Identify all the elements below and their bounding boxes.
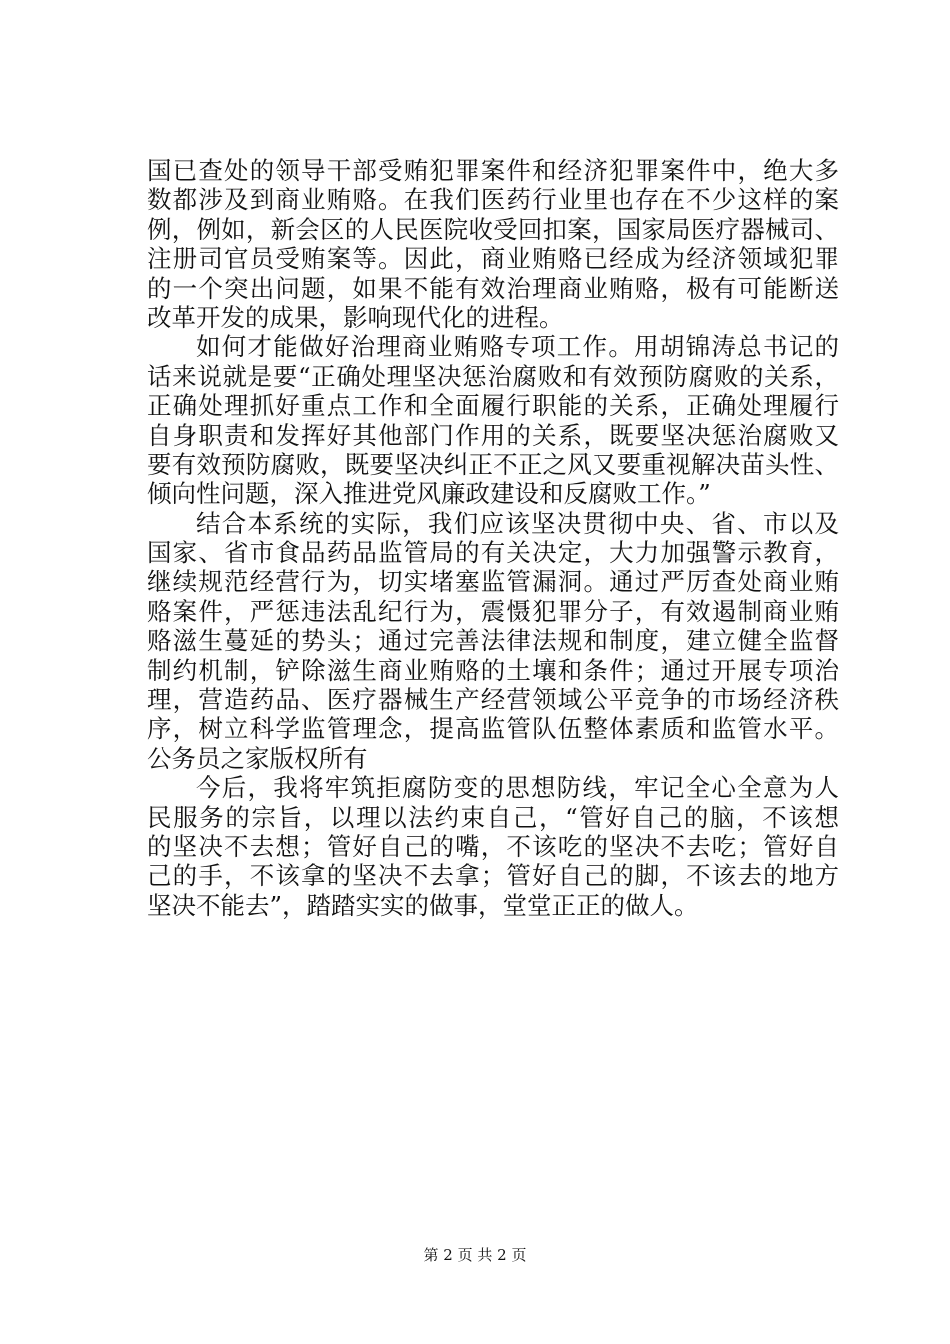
text-line: 注册司官员受贿案等。因此，商业贿赂已经成为经济领域犯罪	[147, 244, 839, 274]
text-line: 民服务的宗旨，以理以法约束自己，“管好自己的脑，不该想	[147, 802, 839, 832]
text-line: 赂案件，严惩违法乱纪行为，震慑犯罪分子，有效遏制商业贿	[147, 596, 839, 626]
text-line: 例，例如，新会区的人民医院收受回扣案，国家局医疗器械司、	[147, 214, 839, 244]
copyright-note: 公务员之家版权所有	[147, 743, 368, 773]
text-line: 倾向性问题，深入推进党风廉政建设和反腐败工作。”	[147, 479, 711, 509]
text-line: 的坚决不去想；管好自己的嘴，不该吃的坚决不去吃；管好自	[147, 831, 839, 861]
text-line: 国家、省市食品药品监管局的有关决定，大力加强警示教育，	[147, 538, 839, 568]
text-line: 话来说就是要“正确处理坚决惩治腐败和有效预防腐败的关系，	[147, 361, 839, 391]
text-line: 理，营造药品、医疗器械生产经营领域公平竞争的市场经济秩	[147, 685, 839, 715]
paragraph-first-line: 如何才能做好治理商业贿赂专项工作。用胡锦涛总书记的	[196, 332, 839, 362]
page-footer: 第 2 页 共 2 页	[423, 1246, 527, 1264]
text-line: 数都涉及到商业贿赂。在我们医药行业里也存在不少这样的案	[147, 185, 839, 215]
paragraph-first-line: 结合本系统的实际，我们应该坚决贯彻中央、省、市以及	[196, 508, 839, 538]
text-line: 继续规范经营行为，切实堵塞监管漏洞。通过严厉查处商业贿	[147, 567, 839, 597]
text-line: 改革开发的成果，影响现代化的进程。	[147, 302, 564, 332]
text-line: 正确处理抓好重点工作和全面履行职能的关系，正确处理履行	[147, 391, 839, 421]
document-body	[147, 156, 839, 920]
text-line: 赂滋生蔓延的势头；通过完善法律法规和制度，建立健全监督	[147, 626, 839, 656]
text-line: 的一个突出问题，如果不能有效治理商业贿赂，极有可能断送	[147, 273, 839, 303]
text-line: 自身职责和发挥好其他部门作用的关系，既要坚决惩治腐败又	[147, 420, 839, 450]
text-line: 坚决不能去”，踏踏实实的做事，堂堂正正的做人。	[147, 890, 699, 920]
text-line: 序，树立科学监管理念，提高监管队伍整体素质和监管水平。	[147, 714, 839, 744]
text-line: 国已查处的领导干部受贿犯罪案件和经济犯罪案件中，绝大多	[147, 156, 839, 185]
text-line: 己的手，不该拿的坚决不去拿；管好自己的脚，不该去的地方	[147, 861, 839, 891]
text-line: 要有效预防腐败，既要坚决纠正不正之风又要重视解决苗头性、	[147, 449, 839, 479]
paragraph-first-line: 今后，我将牢筑拒腐防变的思想防线，牢记全心全意为人	[196, 773, 839, 803]
text-line: 制约机制，铲除滋生商业贿赂的土壤和条件；通过开展专项治	[147, 655, 839, 685]
